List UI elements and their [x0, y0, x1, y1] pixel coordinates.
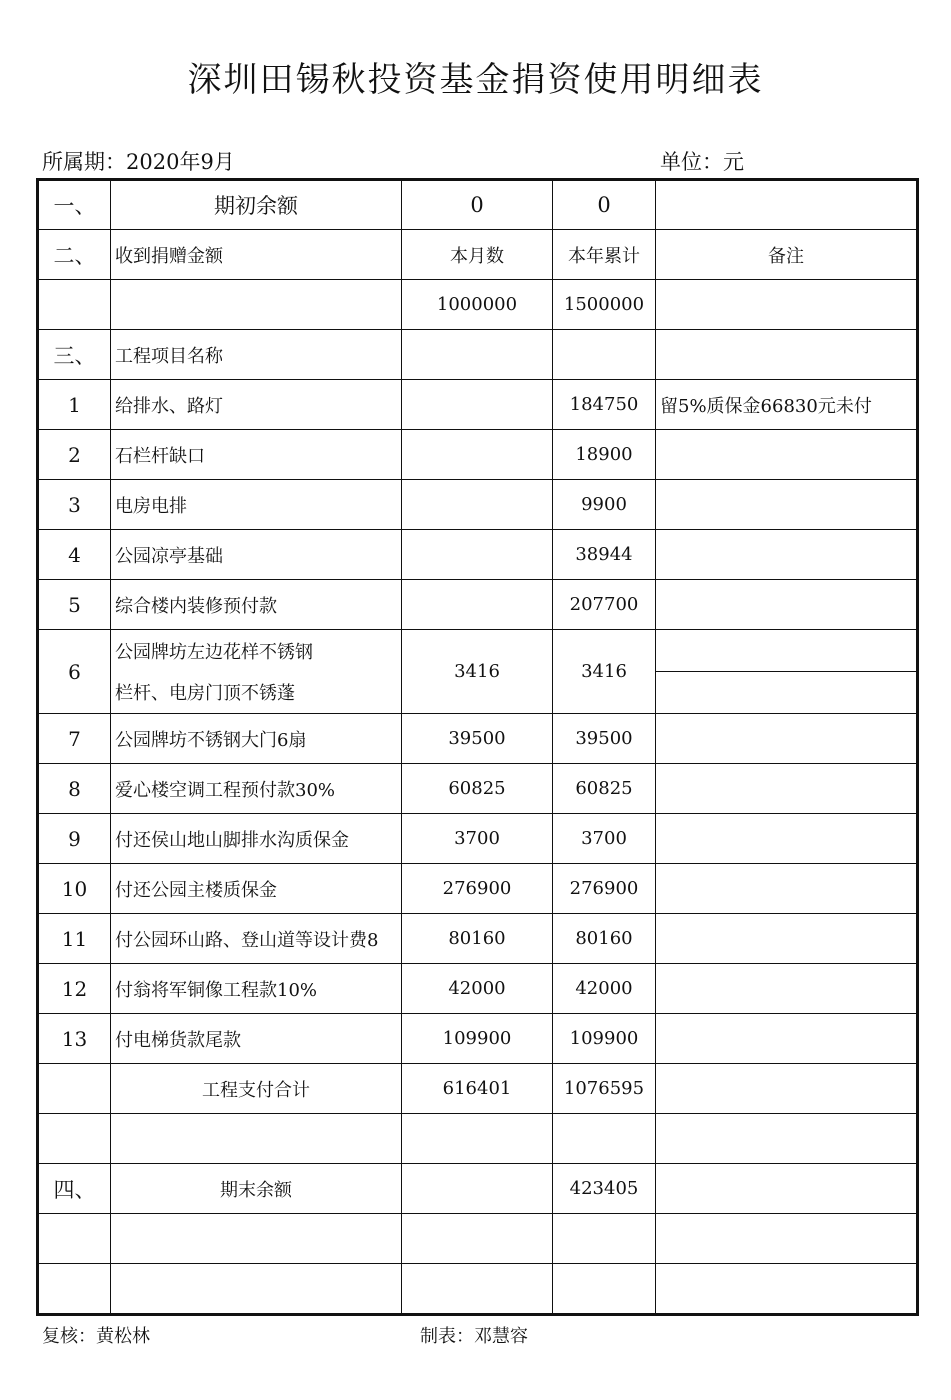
- page-title: 深圳田锡秋投资基金捐资使用明细表: [187, 60, 764, 100]
- row-empty: [38, 1214, 918, 1264]
- item-remark: [656, 430, 918, 480]
- table-row: [38, 764, 918, 814]
- table-row: [38, 630, 918, 672]
- item-year: 18900: [553, 430, 656, 480]
- item-remark: [656, 814, 918, 864]
- item-year: 38944: [553, 530, 656, 580]
- item-month: [402, 380, 553, 430]
- remark-cell: [656, 180, 918, 230]
- closing-balance-label: 期末余额: [111, 1164, 402, 1214]
- item-month: 276900: [402, 864, 553, 914]
- remark-cell: [656, 280, 918, 330]
- item-name: 付翁将军铜像工程款10%: [111, 964, 402, 1014]
- year-header: 本年累计: [553, 230, 656, 280]
- item-name: 公园凉亭基础: [111, 530, 402, 580]
- item-remark: [656, 914, 918, 964]
- item-remark: [656, 580, 918, 630]
- item-month: [402, 480, 553, 530]
- item-year: 207700: [553, 580, 656, 630]
- item-name-line1: 公园牌坊左边花样不锈钢: [111, 630, 402, 672]
- item-month: 3700: [402, 814, 553, 864]
- row-empty: [38, 1264, 918, 1315]
- item-remark: 留5%质保金66830元未付: [656, 380, 918, 430]
- remark-header: 备注: [656, 230, 918, 280]
- item-no: 9: [38, 814, 111, 864]
- table-row: [38, 714, 918, 764]
- table-row: [38, 914, 918, 964]
- subtotal-year: 1076595: [553, 1064, 656, 1114]
- section-index: 二、: [38, 230, 111, 280]
- section-index: 四、: [38, 1164, 111, 1214]
- item-name: 付公园环山路、登山道等设计费8: [111, 914, 402, 964]
- item-month: 3416: [402, 630, 553, 714]
- item-no: 10: [38, 864, 111, 914]
- section-index: 三、: [38, 330, 111, 380]
- item-month: 42000: [402, 964, 553, 1014]
- table-row: [38, 1014, 918, 1064]
- item-name: 综合楼内装修预付款: [111, 580, 402, 630]
- item-no: 5: [38, 580, 111, 630]
- item-remark: [656, 480, 918, 530]
- period-label: 所属期：2020年9月: [42, 150, 235, 174]
- item-month: 80160: [402, 914, 553, 964]
- unit-label: 单位：元: [660, 150, 744, 174]
- table-row: [38, 864, 918, 914]
- item-year: 60825: [553, 764, 656, 814]
- donations-month: 1000000: [402, 280, 553, 330]
- item-remark: [656, 630, 918, 672]
- item-no: 11: [38, 914, 111, 964]
- report-table: [36, 178, 919, 1316]
- item-year: 80160: [553, 914, 656, 964]
- closing-balance-year: 423405: [553, 1164, 656, 1214]
- item-name: 给排水、路灯: [111, 380, 402, 430]
- closing-balance-month: [402, 1164, 553, 1214]
- table-row: [38, 530, 918, 580]
- item-remark: [656, 530, 918, 580]
- item-year: 39500: [553, 714, 656, 764]
- table-row: [38, 480, 918, 530]
- month-header: 本月数: [402, 230, 553, 280]
- reviewer-label: 复核：黄松林: [42, 1326, 150, 1347]
- row-donations-header: [38, 230, 918, 280]
- row-donations-values: [38, 280, 918, 330]
- item-name: 电房电排: [111, 480, 402, 530]
- subtotal-month: 616401: [402, 1064, 553, 1114]
- row-empty: [38, 1114, 918, 1164]
- donations-year: 1500000: [553, 280, 656, 330]
- item-remark: [656, 1014, 918, 1064]
- item-month: 60825: [402, 764, 553, 814]
- item-no: 8: [38, 764, 111, 814]
- table-row: [38, 380, 918, 430]
- table-row: [38, 430, 918, 480]
- row-subtotal: [38, 1064, 918, 1114]
- item-remark: [656, 764, 918, 814]
- item-month: 39500: [402, 714, 553, 764]
- item-month: [402, 530, 553, 580]
- item-no: 7: [38, 714, 111, 764]
- item-name: 付还公园主楼质保金: [111, 864, 402, 914]
- item-month: 109900: [402, 1014, 553, 1064]
- subtotal-label: 工程支付合计: [111, 1064, 402, 1114]
- item-year: 184750: [553, 380, 656, 430]
- item-year: 9900: [553, 480, 656, 530]
- item-year: 109900: [553, 1014, 656, 1064]
- section-index: 一、: [38, 180, 111, 230]
- item-name-line2: 栏杆、电房门顶不锈蓬: [111, 672, 402, 714]
- item-year: 3416: [553, 630, 656, 714]
- item-name: 付还侯山地山脚排水沟质保金: [111, 814, 402, 864]
- projects-label: 工程项目名称: [111, 330, 402, 380]
- item-remark: [656, 964, 918, 1014]
- table-row: [38, 580, 918, 630]
- item-month: [402, 430, 553, 480]
- item-no: 13: [38, 1014, 111, 1064]
- table-row: [38, 964, 918, 1014]
- item-no: 3: [38, 480, 111, 530]
- row-opening-balance: [38, 180, 918, 230]
- preparer-label: 制表：邓慧容: [420, 1326, 528, 1347]
- item-name: 付电梯货款尾款: [111, 1014, 402, 1064]
- item-month: [402, 580, 553, 630]
- item-year: 276900: [553, 864, 656, 914]
- item-remark: [656, 864, 918, 914]
- table-row: [38, 814, 918, 864]
- item-no: 12: [38, 964, 111, 1014]
- item-no: 2: [38, 430, 111, 480]
- row-closing-balance: [38, 1164, 918, 1214]
- item-name: 公园牌坊不锈钢大门6扇: [111, 714, 402, 764]
- opening-balance-label: 期初余额: [111, 180, 402, 230]
- item-remark: [656, 714, 918, 764]
- donations-label: 收到捐赠金额: [111, 230, 402, 280]
- opening-balance-year: 0: [553, 180, 656, 230]
- item-no: 1: [38, 380, 111, 430]
- item-remark: [656, 672, 918, 714]
- opening-balance-month: 0: [402, 180, 553, 230]
- item-no: 4: [38, 530, 111, 580]
- item-name: 石栏杆缺口: [111, 430, 402, 480]
- item-no: 6: [38, 630, 111, 714]
- item-name: 爱心楼空调工程预付款30%: [111, 764, 402, 814]
- row-projects-header: [38, 330, 918, 380]
- item-year: 42000: [553, 964, 656, 1014]
- item-year: 3700: [553, 814, 656, 864]
